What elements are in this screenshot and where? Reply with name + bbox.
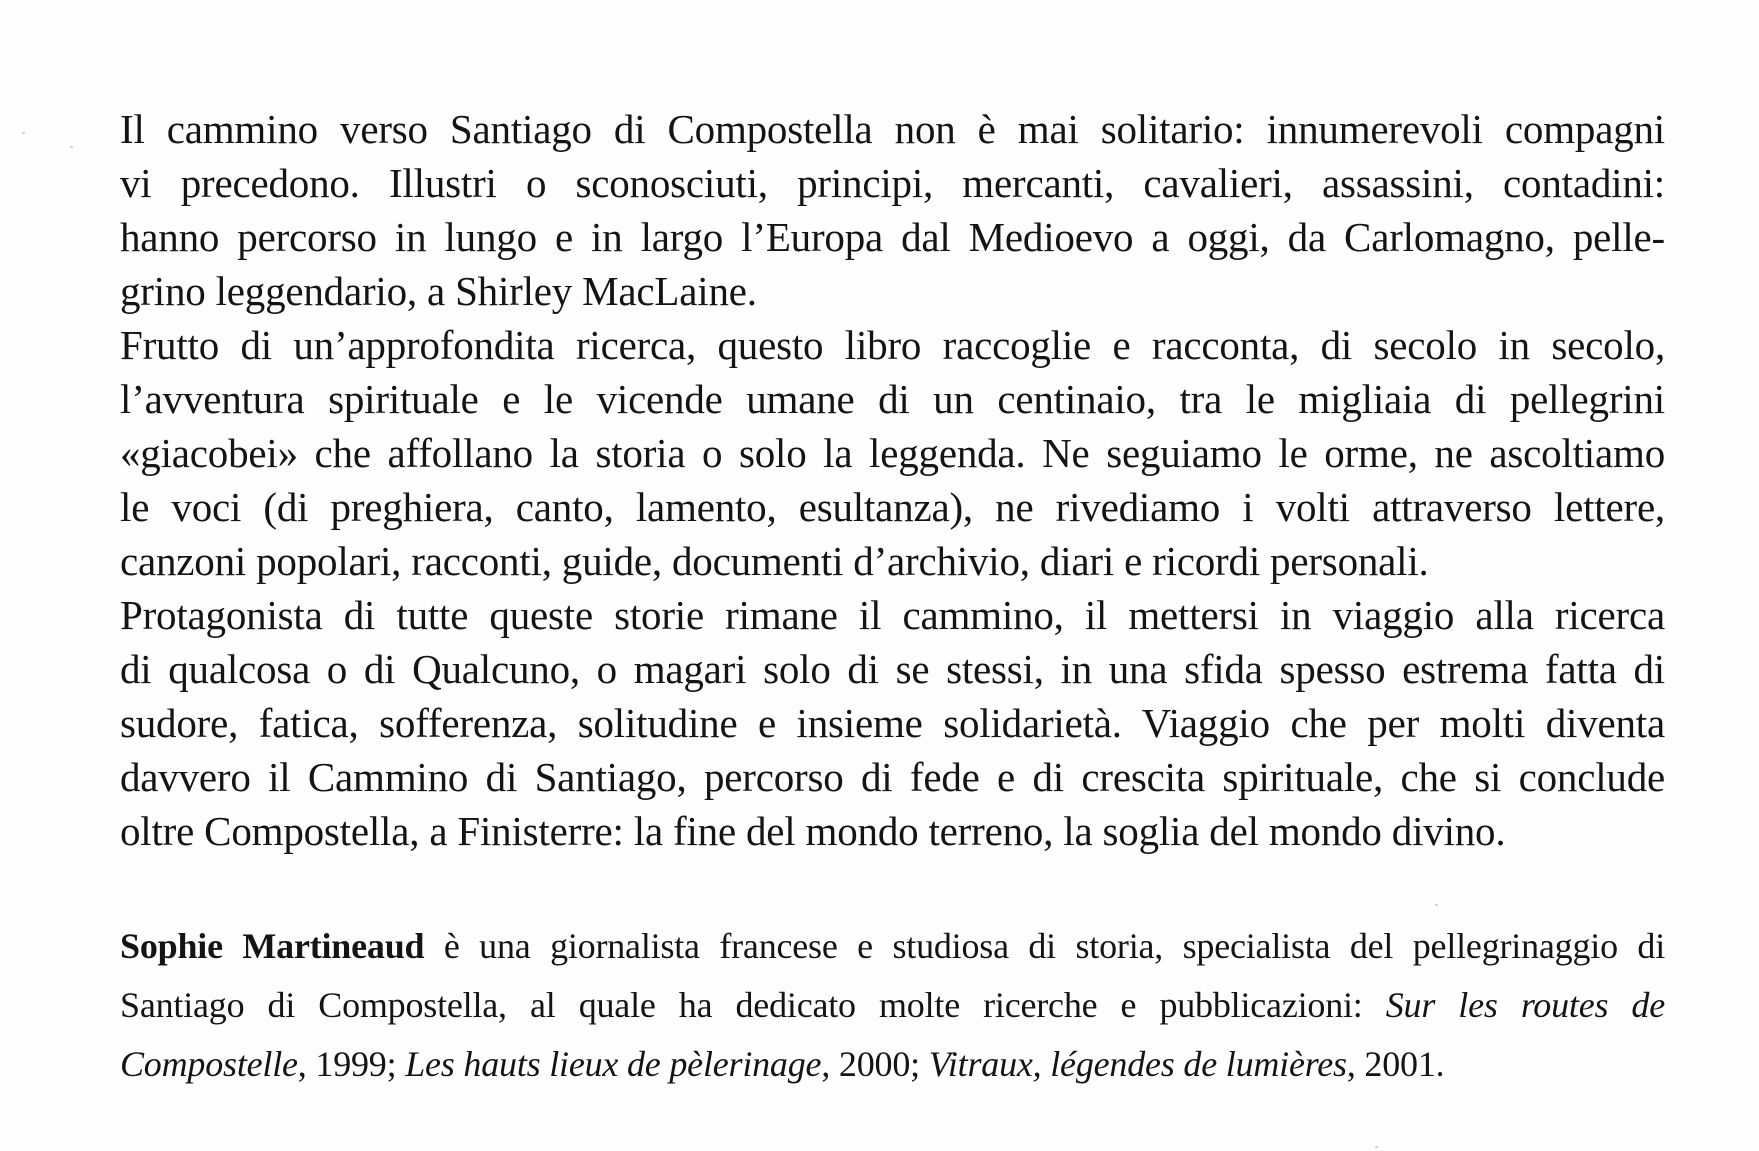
publication-year: , 1999; (297, 1044, 406, 1084)
synopsis-line: «giacobei» che affollano la storia o solo la leggenda. Ne seguiamo le orme, ne ascoltiamo (120, 430, 1665, 476)
synopsis-line: Frutto di un’approfondita ricerca, questo libro raccoglie e racconta, di secolo in secolo, (120, 322, 1665, 368)
author-bio-text: è una giornalista francese e studiosa di storia, specialista del pellegrinaggio di (424, 926, 1665, 966)
synopsis-line: hanno percorso in lungo e in largo l’Europa dal Medioevo a oggi, da Carlomagno, pelle- (120, 214, 1665, 260)
synopsis-line: di qualcosa o di Qualcuno, o magari solo di se stessi, in una sfida spesso estrema fatta di (120, 646, 1665, 692)
author-bio-line (120, 1035, 1665, 1094)
book-title: Les hauts lieux de pèlerinage (405, 1044, 822, 1084)
scan-speck (70, 146, 73, 148)
synopsis-line: vi precedono. Illustri o sconosciuti, principi, mercanti, cavalieri, assassini, contadini: (120, 160, 1665, 206)
scan-speck (22, 132, 25, 134)
author-bio-line (120, 917, 1665, 976)
scan-speck (1375, 1146, 1378, 1148)
synopsis-line: oltre Compostella, a Finisterre: la fine del mondo terreno, la soglia del mondo divino. (120, 808, 1506, 854)
synopsis (120, 102, 1665, 858)
synopsis-line: l’avventura spirituale e le vicende umane di un centinaio, tra le migliaia di pellegrini (120, 376, 1665, 422)
synopsis-line: le voci (di preghiera, canto, lamento, esultanza), ne rivediamo i volti attraverso lettere, (120, 484, 1665, 530)
author-bio (120, 917, 1665, 1094)
book-title: Sur les routes de (1385, 985, 1666, 1025)
synopsis-line: sudore, fatica, sofferenza, solitudine e insieme solidarietà. Viaggio che per molti diventa (120, 700, 1665, 746)
synopsis-line: davvero il Cammino di Santiago, percorso di fede e di crescita spirituale, che si conclude (120, 754, 1665, 800)
author-name: Sophie Martineaud (120, 926, 425, 966)
synopsis-line: Protagonista di tutte queste storie rimane il cammino, il mettersi in viaggio alla ricerca (120, 592, 1665, 638)
publication-year: , 2000; (821, 1044, 929, 1084)
synopsis-line: Il cammino verso Santiago di Compostella non è mai solitario: innumerevoli compagni (120, 106, 1665, 152)
publication-year: , 2001. (1346, 1044, 1445, 1084)
book-title: Vitraux, légendes de lumières (928, 1044, 1347, 1084)
author-bio-text: Santiago di Compostella, al quale ha dedicato molte ricerche e pubblicazioni: (120, 985, 1386, 1025)
scan-speck (1435, 904, 1438, 906)
author-bio-line (120, 976, 1665, 1035)
synopsis-line: grino leggendario, a Shirley MacLaine. (120, 268, 757, 314)
synopsis-line: canzoni popolari, racconti, guide, documenti d’archivio, diari e ricordi personali. (120, 538, 1429, 584)
book-title: Compostelle (120, 1044, 298, 1084)
